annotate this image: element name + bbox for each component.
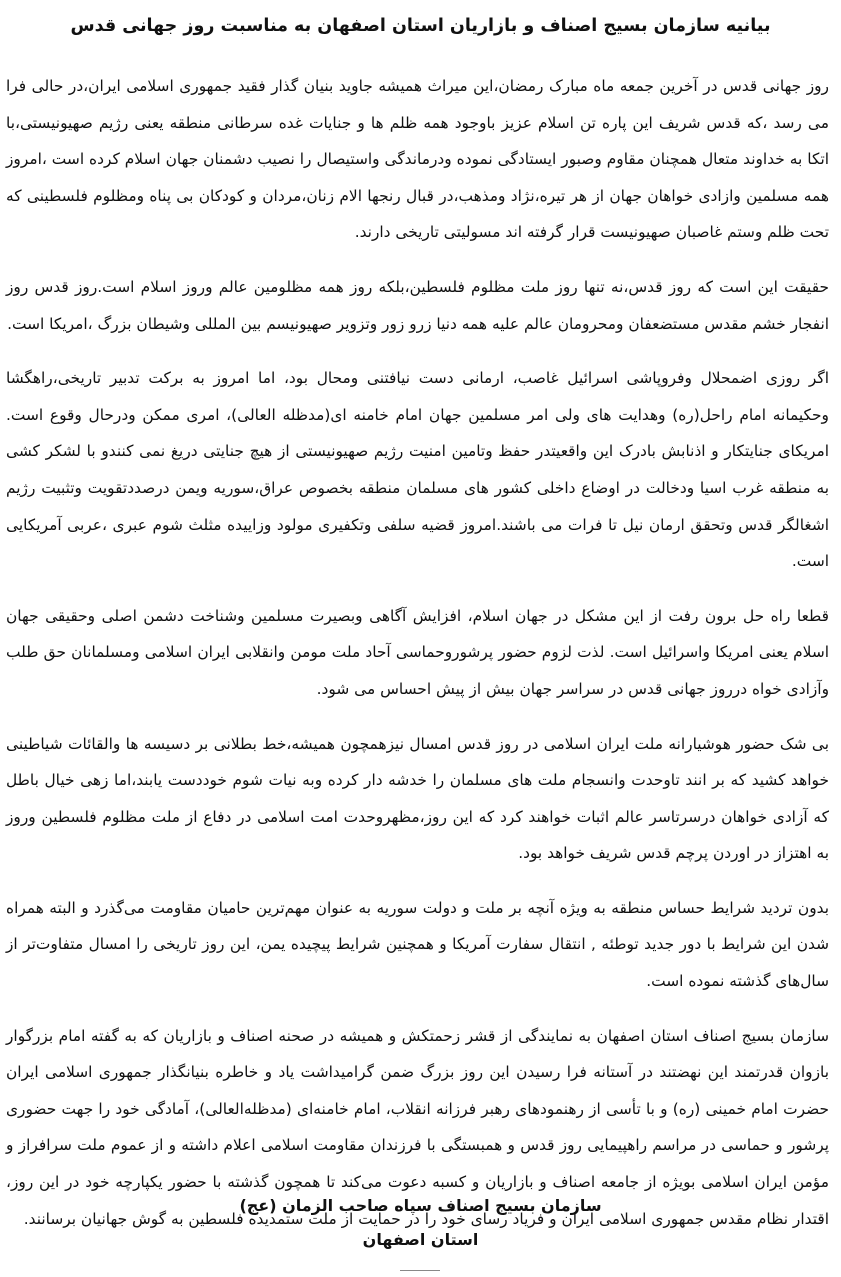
paragraph-3: اگر روزی اضمحلال وفروپاشی اسرائیل غاصب، ارمانی دست نیافتنی ومحال بود، اما امروز به برکت تدبیر تاریخی،راهگشا وحکیمانه امام راحل(ره) وهدایت های ولی امر مسلمین جهان امام خامنه ای(مدظله العالی)، امری ممکن ودرحال وقوع است. امریکای جنایتکار و اذنابش بادرک این واقعیتدر حفظ وتامین امنیت رژیم صهیونیستی از هیچ جنایتی دریغ نمی کنندو با لشکر کشی به منطقه غرب اسیا ودخالت در اوضاع داخلی کشور های مسلمان منطقه بخصوص عراق،سوریه ویمن درصددتقویت وتثبیت رژیم اشغالگر قدس وتحقق ارمان نیل تا فرات می باشند.امروز قضیه سلفی وتکفیری مولود وزاییده مثلث شوم عبری ،عربی آمریکایی است. — [6, 369, 829, 571]
document-title: بیانیه سازمان بسیج اصناف و بازاریان استان اصفهان به مناسبت روز جهانی قدس — [70, 16, 771, 36]
signature-organization: سازمان بسیج اصناف سپاه صاحب الزمان (عج) — [239, 1196, 602, 1215]
document-body — [6, 68, 829, 1237]
page-edge-mark — [400, 1270, 440, 1275]
paragraph-7: سازمان بسیج اصناف استان اصفهان به نمایندگی از قشر زحمتکش و همیشه در صحنه اصناف و بازاریان که به گفته امام بزرگوار بازوان قدرتمند این نهضتند در آستانه فرا رسیدن این روز بزرگ ضمن گرامیداشت یاد و خاطره بنیانگذار جمهوری اسلامی ایران حضرت امام خمینی (ره) و با تأسی از رهنمودهای رهبر فرزانه انقلاب، امام خامنه‌ای (مدظله‌العالی)، آمادگی خود را جهت حضوری پرشور و حماسی در مراسم راهپیمایی روز قدس و همبستگی با فرزندان مقاومت اسلامی اعلام داشته و از عموم ملت سرافراز و مؤمن ایران اسلامی بویژه از جامعه اصناف و بازاریان و کسبه دعوت می‌کند تا همچون گذشته با حضور یکپارچه خود در این روز، اقتدار نظام مقدس جمهوری اسلامی ایران و فریاد رسای خود را در حمایت از ملت ستمدیده فلسطین به گوش جهانیان برسانند. — [6, 1026, 829, 1228]
paragraph-6: بدون تردید شرایط حساس منطقه به ویژه آنچه بر ملت و دولت سوریه به عنوان مهم‌ترین حامیان مقاومت می‌گذرد و البته همراه شدن این شرایط با دور جدید توطئه , انتقال سفارت آمریکا و همچنین شرایط پیچیده یمن، این روز تاریخی را امسال متفاوت‌تر از سال‌های گذشته نموده است. — [6, 898, 829, 991]
paragraph-1: روز جهانی قدس در آخرین جمعه ماه مبارک رمضان،این میراث همیشه جاوید بنیان گذار فقید جمهوری اسلامی ایران،در حالی فرا می رسد ،که قدس شریف این پاره تن اسلام عزیز باوجود همه ظلم ها و جنایات غده سرطانی منطقه یعنی رژیم صهیونیستی،با اتکا به خداوند متعال همچنان مقاوم وصبور ایستادگی نموده ودرماندگی واستیصال را نصیب دشمنان جهان اسلام کرده است ،امروز همه مسلمین وازادی خواهان جهان از هر تیره،نژاد ومذهب،در قبال رنجها الام زنان،مردان و کودکان بی پناه ومظلوم فلسطینی که تحت ظلم وستم غاصبان صهیونیست قرار گرفته اند مسولیتی تاریخی دارند. — [6, 77, 829, 242]
paragraph-4: قطعا راه حل برون رفت از این مشکل در جهان اسلام، افزایش آگاهی وبصیرت مسلمین وشناخت دشمن اصلی وحقیقی جهان اسلام یعنی امریکا واسرائیل است. لذت لزوم حضور پرشوروحماسی آحاد ملت مومن وانقلابی ایران اسلامی ومسلمانان حق طلب وآزادی خواه درروز جهانی قدس در سراسر جهان بیش از پیش احساس می شود. — [6, 606, 829, 698]
paragraph-5: بی شک حضور هوشیارانه ملت ایران اسلامی در روز قدس امسال نیزهمچون همیشه،خط بطلانی بر دسیسه ها والقائات شیاطینی خواهد کشید که بر انند تاوحدت وانسجام ملت های مسلمان را خدشه دار کرده وبه نیات شوم خوددست یابند،اما زهی خیال باطل که آزادی خواهان درسرتاسر عالم اثبات خواهند کرد که این روز،مظهروحدت امت اسلامی در دفاع از ملت مظلوم فلسطین وروز به اهتزاز در اوردن پرچم قدس شریف خواهد بود. — [6, 734, 829, 863]
paragraph-2: حقیقت این است که روز قدس،نه تنها روز ملت مظلوم فلسطین،بلکه روز همه مظلومین عالم وروز اسلام است.روز قدس روز انفجار خشم مقدس مستضعفان ومحرومان عالم علیه همه دنیا زرو زور وتزویر صهیونیسم بین المللی وشیطان بزرگ ،امریکا است. — [6, 277, 829, 333]
signature-province: استان اصفهان — [362, 1230, 479, 1249]
